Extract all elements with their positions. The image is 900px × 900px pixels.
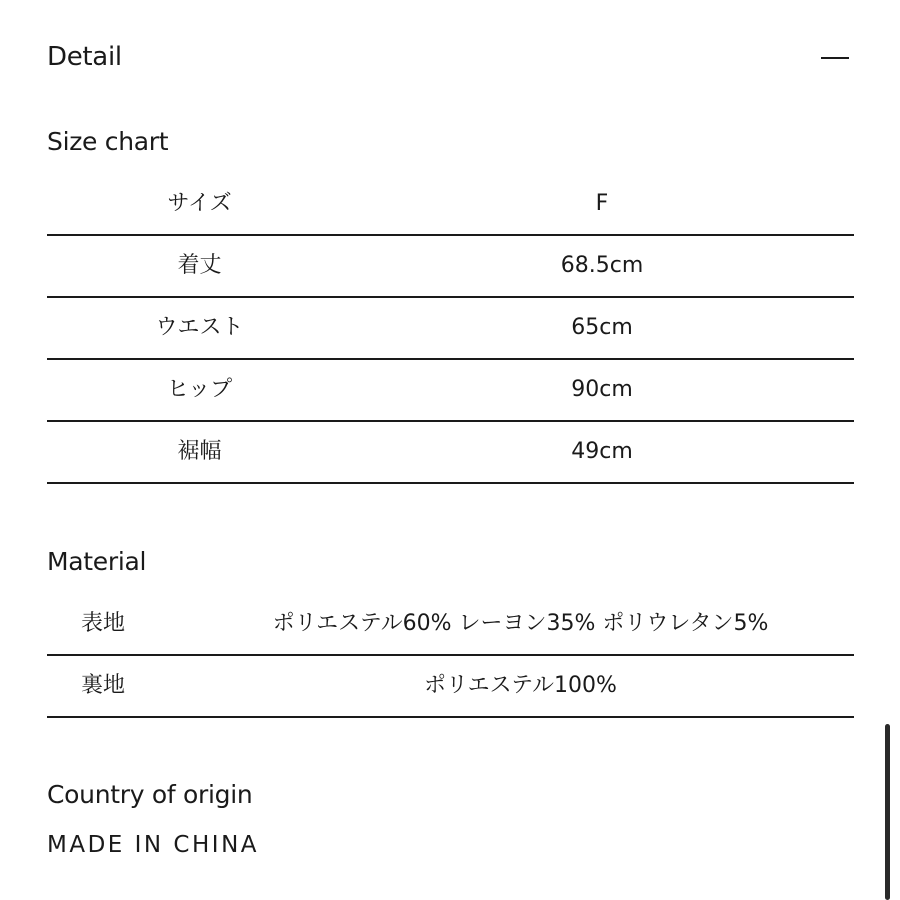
table-header-row bbox=[47, 174, 854, 236]
minus-icon bbox=[821, 57, 849, 59]
row-value: 65cm bbox=[571, 315, 633, 340]
row-label: 着丈 bbox=[177, 253, 222, 278]
header-label: サイズ bbox=[167, 191, 232, 216]
origin-value: MADE IN CHINA bbox=[47, 832, 260, 858]
row-value: 68.5cm bbox=[560, 253, 644, 278]
table-row bbox=[47, 298, 854, 360]
row-label: ウエスト bbox=[155, 315, 244, 340]
size-chart-table bbox=[47, 174, 854, 484]
material-title: Material bbox=[47, 547, 147, 576]
row-label: 表地 bbox=[80, 611, 125, 636]
row-label: 裾幅 bbox=[177, 439, 222, 464]
scrollbar[interactable] bbox=[885, 724, 890, 900]
origin-title: Country of origin bbox=[47, 780, 253, 809]
row-value: ポリエステル60% レーヨン35% ポリウレタン5% bbox=[272, 611, 769, 636]
material-table bbox=[47, 594, 854, 718]
table-row bbox=[47, 236, 854, 298]
collapse-button[interactable] bbox=[818, 42, 854, 72]
header-size: F bbox=[595, 191, 609, 216]
table-row bbox=[47, 360, 854, 422]
size-chart-title: Size chart bbox=[47, 127, 169, 156]
row-value: 49cm bbox=[571, 439, 633, 464]
table-row bbox=[47, 422, 854, 484]
table-row bbox=[47, 594, 854, 656]
table-row bbox=[47, 656, 854, 718]
row-value: 90cm bbox=[571, 377, 633, 402]
row-label: 裏地 bbox=[80, 673, 125, 698]
detail-title[interactable]: Detail bbox=[47, 42, 122, 72]
row-value: ポリエステル100% bbox=[424, 673, 617, 698]
row-label: ヒップ bbox=[166, 377, 233, 402]
